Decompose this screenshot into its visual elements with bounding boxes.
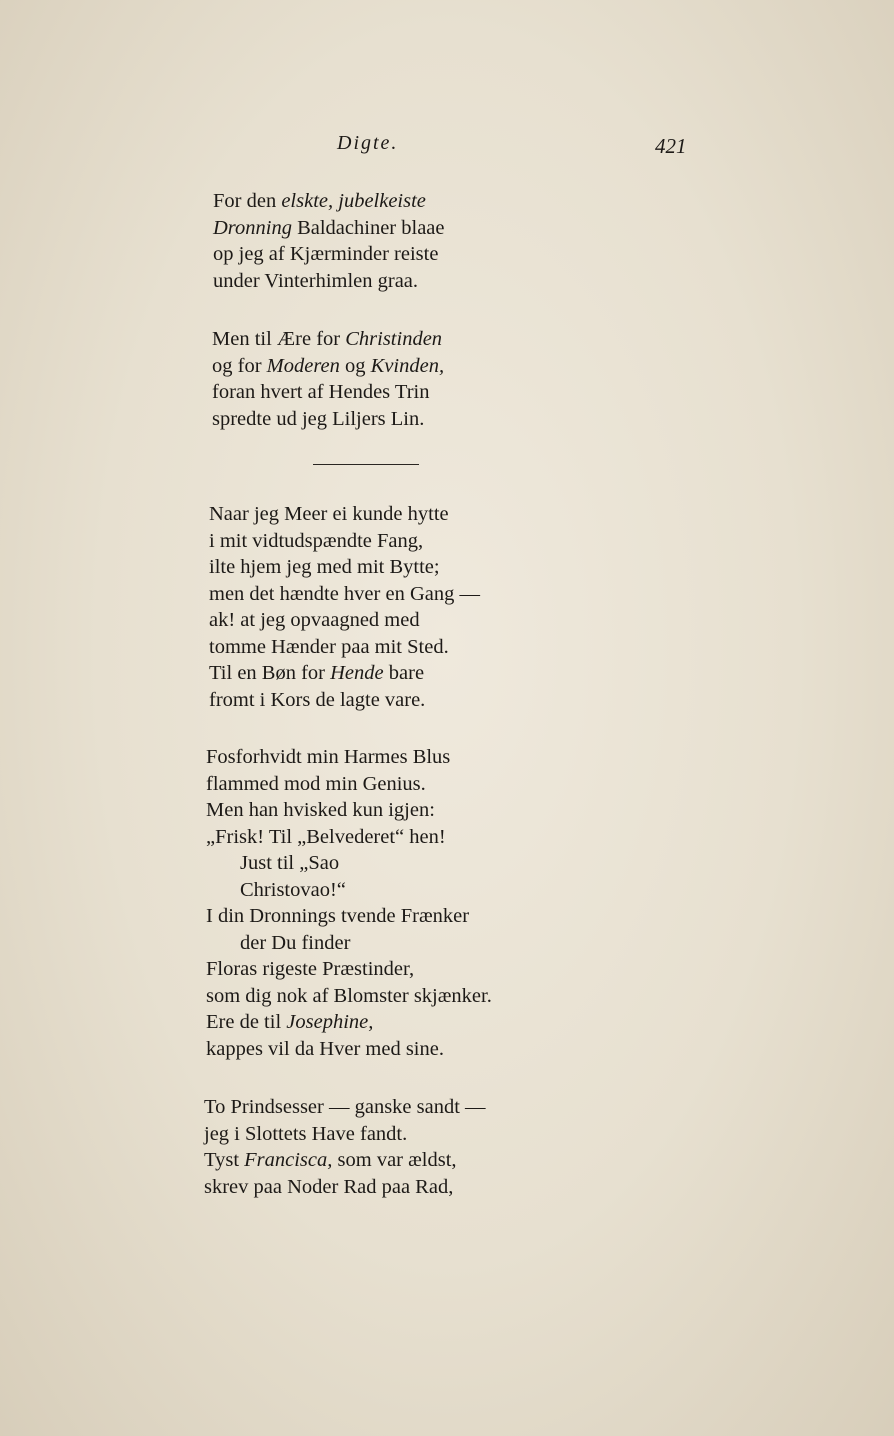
poem-line: Just til „Sao: [240, 852, 340, 874]
poem-line: kappes vil da Hver med sine.: [206, 1037, 444, 1060]
poem-line: Tyst Francisca, som var ældst,: [204, 1149, 457, 1171]
poem-line: Naar jeg Meer ei kunde hytte: [209, 503, 449, 525]
poem-line: spredte ud jeg Liljers Lin.: [212, 407, 425, 430]
poem-line: ilte hjem jeg med mit Bytte;: [209, 556, 440, 578]
poem-line: „Frisk! Til „Belvederet“ hen!: [206, 825, 446, 848]
poem-line: Men han hvisked kun igjen:: [206, 799, 435, 821]
poem-line: foran hvert af Hendes Trin: [212, 381, 430, 403]
stanza-1: [213, 188, 445, 294]
poem-line: Christovao!“: [240, 878, 346, 901]
poem-line: jeg i Slottets Have fandt.: [204, 1122, 408, 1145]
poem-line: I din Dronnings tvende Frænker: [206, 905, 470, 927]
poem-line: fromt i Kors de lagte vare.: [209, 688, 426, 711]
poem-line: der Du finder: [240, 931, 351, 954]
poem-line: som dig nok af Blomster skjænker.: [206, 984, 492, 1007]
poem-line: men det hændte hver en Gang —: [209, 582, 480, 605]
page-number: 421: [655, 134, 687, 158]
poem-line: Til en Bøn for Hende bare: [209, 662, 425, 684]
poem-line: To Prindsesser — ganske sandt —: [204, 1096, 486, 1118]
poem-line: Dronning Baldachiner blaae: [213, 216, 445, 239]
section-divider: [313, 464, 419, 465]
poem-line: tomme Hænder paa mit Sted.: [209, 635, 449, 658]
poem-line: skrev paa Noder Rad paa Rad,: [204, 1175, 454, 1198]
poem-line: op jeg af Kjærminder reiste: [213, 243, 439, 265]
poem-line: Fosforhvidt min Harmes Blus: [206, 746, 451, 768]
poem-line: i mit vidtudspændte Fang,: [209, 529, 424, 552]
poem-line: Ere de til Josephine,: [206, 1011, 374, 1033]
poem-line: For den elskte, jubelkeiste: [213, 190, 426, 212]
poem-line: Men til Ære for Christinden: [212, 328, 443, 350]
stanza-3: [209, 501, 480, 713]
stanza-5: [204, 1094, 486, 1200]
running-header: Digte.: [337, 132, 399, 154]
stanza-4: [206, 744, 492, 1062]
stanza-2: [212, 326, 444, 432]
poem-line: flammed mod min Genius.: [206, 772, 426, 795]
poem-line: ak! at jeg opvaagned med: [209, 609, 420, 631]
poem-line: og for Moderen og Kvinden,: [212, 354, 445, 377]
poem-line: under Vinterhimlen graa.: [213, 269, 419, 292]
poem-line: Floras rigeste Præstinder,: [206, 958, 415, 980]
